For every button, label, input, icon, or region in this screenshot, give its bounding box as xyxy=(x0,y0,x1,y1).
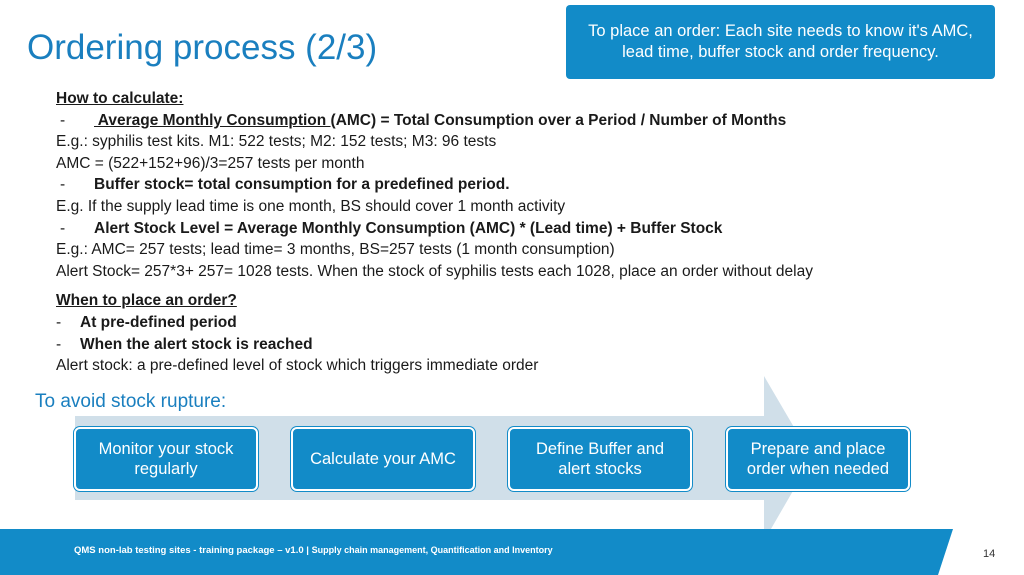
page-title: Ordering process (2/3) xyxy=(27,28,378,67)
step-define xyxy=(508,427,692,491)
amc-example: E.g.: syphilis test kits. M1: 522 tests; M2: 152 tests; M3: 96 tests xyxy=(56,133,497,151)
step-monitor xyxy=(74,427,258,491)
step-label: Define Buffer and alert stocks xyxy=(535,440,665,478)
when-item-dash: - xyxy=(56,313,62,331)
step-calculate xyxy=(291,427,475,491)
amc-formula: (AMC) = Total Consumption over a Period / Number of Months xyxy=(330,111,787,129)
amc-dash: - xyxy=(60,111,66,129)
when-item-text: At pre-defined period xyxy=(80,313,237,331)
alert-dash: - xyxy=(60,219,66,237)
alert-note: Alert stock: a pre-defined level of stock which triggers immediate order xyxy=(56,357,539,375)
step-label: Calculate your AMC xyxy=(310,450,456,468)
step-label: Prepare and place order when needed xyxy=(746,440,890,478)
when-item-dash: - xyxy=(56,335,62,353)
page-number: 14 xyxy=(983,548,996,560)
when-item-text: When the alert stock is reached xyxy=(80,335,313,353)
buffer-def-text: Buffer stock= total consumption for a predefined period. xyxy=(94,176,510,194)
footer-text xyxy=(74,545,553,556)
amc-calc: AMC = (522+152+96)/3=257 tests per month xyxy=(56,154,365,172)
callout-text: To place an order: Each site needs to know it's AMC, lead time, buffer stock and order frequency. xyxy=(588,22,973,61)
buffer-dash: - xyxy=(60,176,66,194)
buffer-example: E.g. If the supply lead time is one month, BS should cover 1 month activity xyxy=(56,197,566,215)
alert-example: E.g.: AMC= 257 tests; lead time= 3 months, BS=257 tests (1 month consumption) xyxy=(56,241,615,259)
footer-main: QMS non-lab testing sites - training package – v1.0 | xyxy=(74,545,312,556)
step-label: Monitor your stock regularly xyxy=(98,440,234,478)
alert-def-text: Alert Stock Level = Average Monthly Consumption (AMC) * (Lead time) + Buffer Stock xyxy=(94,219,723,237)
avoid-label: To avoid stock rupture: xyxy=(35,391,227,412)
how-heading: How to calculate: xyxy=(56,90,184,107)
step-prepare xyxy=(726,427,910,491)
alert-calc: Alert Stock= 257*3+ 257= 1028 tests. When the stock of syphilis tests each 1028, place an order without delay xyxy=(56,262,813,280)
footer-sub: Supply chain management, Quantification and Inventory xyxy=(311,545,553,555)
when-heading: When to place an order? xyxy=(56,292,237,310)
amc-label: Average Monthly Consumption xyxy=(94,111,331,129)
